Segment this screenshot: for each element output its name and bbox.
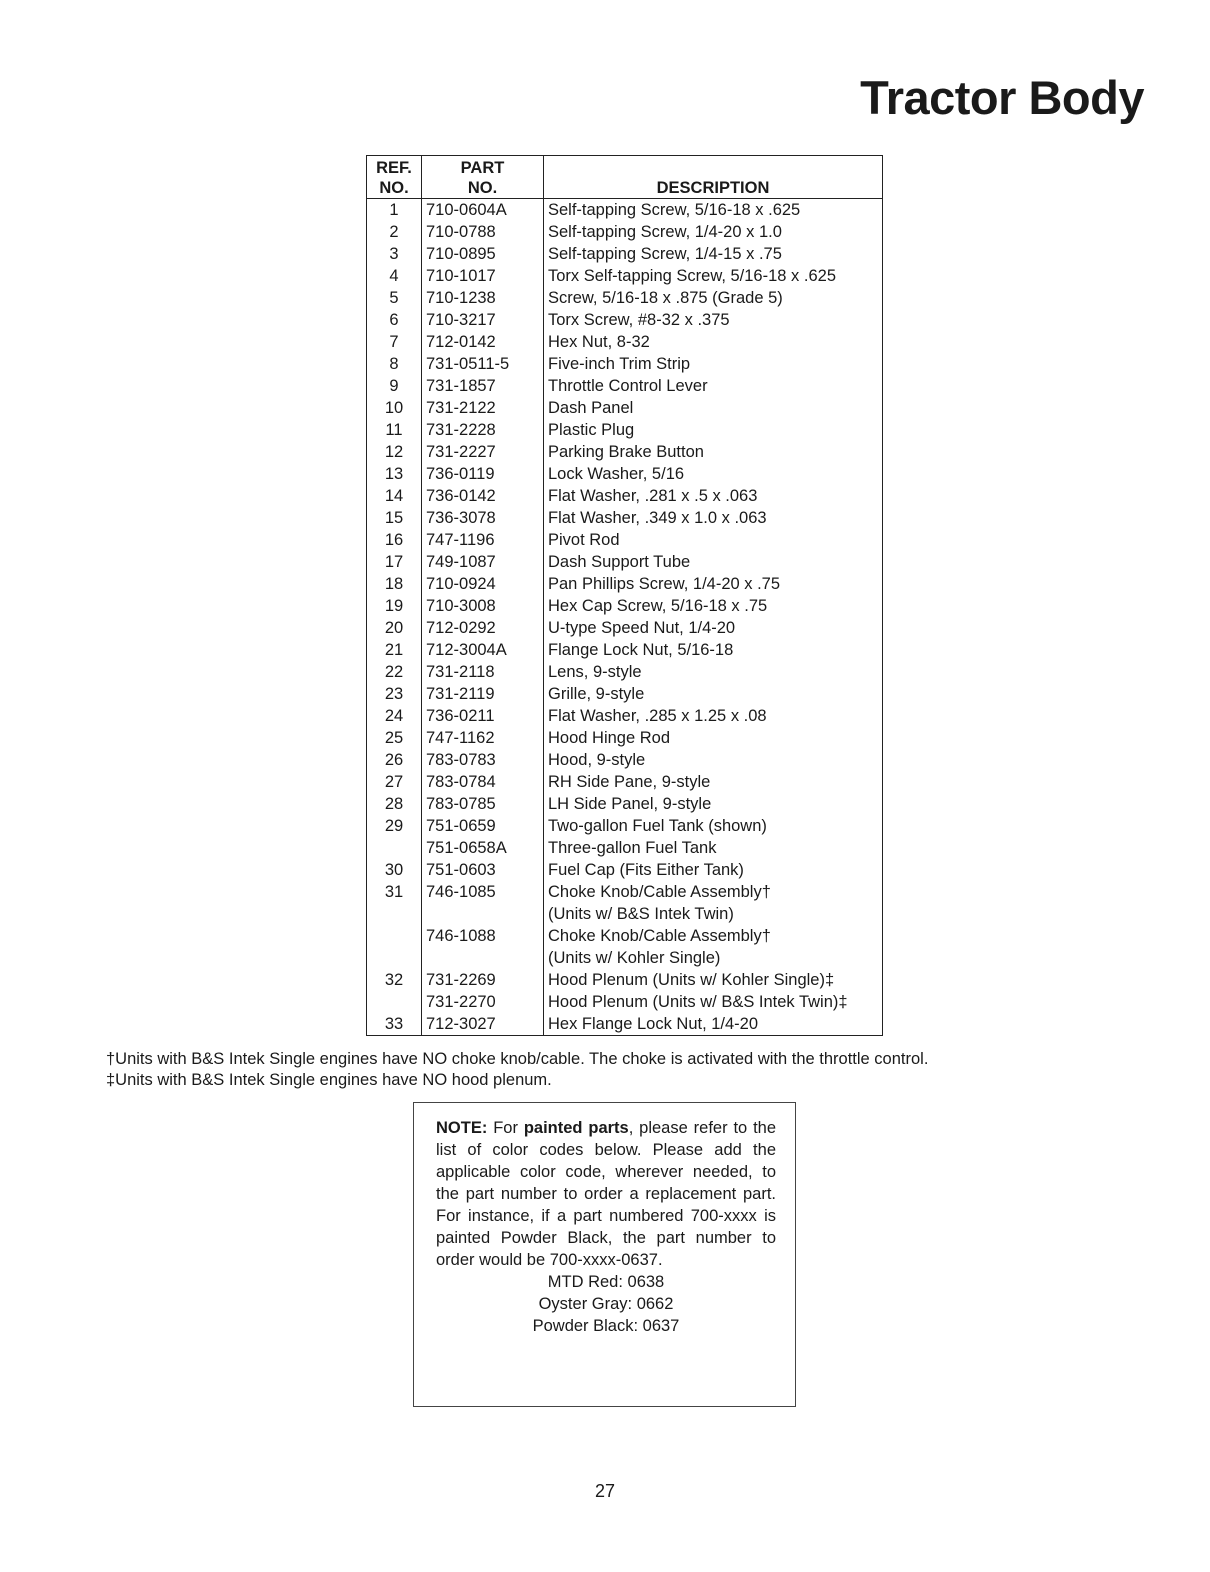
description-header: DESCRIPTION (544, 156, 883, 199)
ref-header-line1: REF. (376, 159, 412, 177)
table-row (367, 331, 883, 353)
part-no-cell (422, 903, 544, 925)
ref-no-cell: 30 (367, 859, 422, 881)
description-cell: Dash Panel (548, 399, 634, 417)
table-row (367, 529, 883, 551)
description-cell: Lock Washer, 5/16 (548, 465, 685, 483)
note-pre: For (487, 1119, 524, 1137)
ref-no-cell: 13 (367, 463, 422, 485)
part-no-cell: 710-1017 (422, 265, 544, 287)
ref-no-cell: 33 (367, 1013, 422, 1036)
ref-no-cell: 10 (367, 397, 422, 419)
ref-no-cell: 25 (367, 727, 422, 749)
part-no-cell: 783-0785 (422, 793, 544, 815)
description-cell: Dash Support Tube (548, 553, 691, 571)
footnote-dagger: †Units with B&S Intek Single engines have NO choke knob/cable. The choke is activated with the throttle control. (106, 1050, 929, 1068)
ref-no-cell: 12 (367, 441, 422, 463)
part-no-cell: 731-2227 (422, 441, 544, 463)
page-title: Tractor Body (860, 71, 1144, 124)
description-cell: Hex Cap Screw, 5/16-18 x .75 (548, 597, 768, 615)
description-cell: Hex Flange Lock Nut, 1/4-20 (548, 1015, 759, 1033)
table-row (367, 771, 883, 793)
description-cell: Flange Lock Nut, 5/16-18 (548, 641, 734, 659)
table-row (367, 705, 883, 727)
description-cell: U-type Speed Nut, 1/4-20 (548, 619, 736, 637)
table-row (367, 595, 883, 617)
part-no-cell: 731-2122 (422, 397, 544, 419)
part-no-header (422, 156, 544, 199)
table-row (367, 419, 883, 441)
table-row (367, 507, 883, 529)
table-row (367, 859, 883, 881)
ref-no-cell: 15 (367, 507, 422, 529)
table-row (367, 397, 883, 419)
table-row (367, 309, 883, 331)
footnotes (106, 1049, 928, 1091)
description-cell: Hex Nut, 8-32 (548, 333, 650, 351)
ref-no-cell: 2 (367, 221, 422, 243)
part-no-cell: 712-0142 (422, 331, 544, 353)
part-no-cell: 746-1085 (422, 881, 544, 903)
note-box (413, 1102, 796, 1407)
description-cell: Screw, 5/16-18 x .875 (Grade 5) (548, 289, 783, 307)
parts-table (366, 155, 883, 1036)
table-row (367, 221, 883, 243)
color-code-mtd-red: MTD Red: 0638 (547, 1273, 665, 1291)
table-row (367, 353, 883, 375)
table-row (367, 925, 883, 947)
description-cell: Self-tapping Screw, 1/4-20 x 1.0 (548, 223, 782, 241)
ref-no-cell: 26 (367, 749, 422, 771)
part-no-cell: 749-1087 (422, 551, 544, 573)
part-no-cell: 710-0924 (422, 573, 544, 595)
table-row (367, 727, 883, 749)
ref-no-cell: 19 (367, 595, 422, 617)
ref-no-cell: 9 (367, 375, 422, 397)
note-text (436, 1117, 776, 1271)
ref-no-cell (367, 925, 422, 947)
ref-no-cell (367, 991, 422, 1013)
description-cell: Five-inch Trim Strip (548, 355, 691, 373)
table-row (367, 287, 883, 309)
ref-no-cell (367, 837, 422, 859)
part-no-cell: 736-0211 (422, 705, 544, 727)
description-cell: Three-gallon Fuel Tank (548, 839, 717, 857)
description-cell: Flat Washer, .281 x .5 x .063 (548, 487, 758, 505)
description-cell: Hood Hinge Rod (548, 729, 670, 747)
table-row (367, 969, 883, 991)
part-header-line2: NO. (467, 179, 498, 197)
ref-no-cell: 22 (367, 661, 422, 683)
ref-no-cell: 17 (367, 551, 422, 573)
table-row (367, 243, 883, 265)
part-no-cell: 731-1857 (422, 375, 544, 397)
table-row (367, 463, 883, 485)
table-header (367, 156, 883, 199)
part-no-cell: 710-1238 (422, 287, 544, 309)
table-row (367, 815, 883, 837)
part-no-cell: 731-2228 (422, 419, 544, 441)
description-cell: Hood Plenum (Units w/ B&S Intek Twin)‡ (548, 993, 848, 1011)
table-row (367, 375, 883, 397)
description-cell: Pivot Rod (548, 531, 620, 549)
part-no-cell: 731-0511-5 (422, 353, 544, 375)
part-no-cell (422, 947, 544, 969)
description-cell: LH Side Panel, 9-style (548, 795, 712, 813)
description-cell: Hood Plenum (Units w/ Kohler Single)‡ (548, 971, 835, 989)
part-no-cell: 736-3078 (422, 507, 544, 529)
table-row (367, 485, 883, 507)
description-cell: Plastic Plug (548, 421, 635, 439)
ref-no-cell: 28 (367, 793, 422, 815)
ref-no-cell: 5 (367, 287, 422, 309)
ref-no-cell: 3 (367, 243, 422, 265)
description-cell: Pan Phillips Screw, 1/4-20 x .75 (548, 575, 781, 593)
part-no-cell: 710-3008 (422, 595, 544, 617)
ref-no-cell: 7 (367, 331, 422, 353)
description-cell: Choke Knob/Cable Assembly† (548, 927, 771, 945)
ref-no-cell: 11 (367, 419, 422, 441)
description-cell: Parking Brake Button (548, 443, 704, 461)
ref-no-cell: 4 (367, 265, 422, 287)
ref-no-cell: 21 (367, 639, 422, 661)
table-row (367, 1013, 883, 1036)
part-no-cell: 751-0659 (422, 815, 544, 837)
table-row (367, 573, 883, 595)
part-no-cell: 751-0603 (422, 859, 544, 881)
part-no-cell: 731-2269 (422, 969, 544, 991)
table-row (367, 991, 883, 1013)
table-row (367, 551, 883, 573)
footnote-double-dagger: ‡Units with B&S Intek Single engines have NO hood plenum. (106, 1071, 552, 1089)
part-no-cell: 751-0658A (422, 837, 544, 859)
part-no-cell: 783-0784 (422, 771, 544, 793)
color-code-powder-black: Powder Black: 0637 (532, 1317, 680, 1335)
part-no-cell: 736-0119 (422, 463, 544, 485)
table-row (367, 749, 883, 771)
ref-no-cell: 29 (367, 815, 422, 837)
ref-no-cell: 1 (367, 199, 422, 222)
description-cell: Torx Screw, #8-32 x .375 (548, 311, 730, 329)
ref-no-cell: 16 (367, 529, 422, 551)
table-body (367, 199, 883, 1036)
ref-no-cell: 14 (367, 485, 422, 507)
page-number: 27 (594, 1481, 616, 1501)
table-row (367, 947, 883, 969)
description-cell: Self-tapping Screw, 1/4-15 x .75 (548, 245, 782, 263)
ref-no-cell (367, 903, 422, 925)
part-no-cell: 710-0788 (422, 221, 544, 243)
part-no-cell: 710-0604A (422, 199, 544, 222)
note-emphasis: painted parts (523, 1119, 629, 1137)
part-no-cell: 746-1088 (422, 925, 544, 947)
ref-no-cell: 32 (367, 969, 422, 991)
part-no-cell: 710-0895 (422, 243, 544, 265)
description-cell: (Units w/ B&S Intek Twin) (548, 905, 734, 923)
description-cell: (Units w/ Kohler Single) (548, 949, 721, 967)
table-row (367, 683, 883, 705)
part-header-line1: PART (460, 159, 505, 177)
table-row (367, 903, 883, 925)
part-no-cell: 747-1196 (422, 529, 544, 551)
table-row (367, 793, 883, 815)
description-cell: Lens, 9-style (548, 663, 642, 681)
ref-no-header (367, 156, 422, 199)
description-cell: Flat Washer, .349 x 1.0 x .063 (548, 509, 767, 527)
table-row (367, 881, 883, 903)
note-body: , please refer to the list of color codes below. Please add the applicable color code, wherever needed, to the part number to order a replacement part. For instance, if a part numbered 700-xxxx is painted Powder Black, the part number to order would be 700-xxxx-0637. (436, 1119, 777, 1269)
table-row (367, 661, 883, 683)
part-no-cell: 736-0142 (422, 485, 544, 507)
table-row (367, 837, 883, 859)
part-no-cell: 712-0292 (422, 617, 544, 639)
description-cell: Two-gallon Fuel Tank (shown) (548, 817, 767, 835)
table-row (367, 639, 883, 661)
part-no-cell: 731-2119 (422, 683, 544, 705)
part-no-cell: 712-3027 (422, 1013, 544, 1036)
description-cell: Torx Self-tapping Screw, 5/16-18 x .625 (548, 267, 836, 285)
ref-no-cell: 20 (367, 617, 422, 639)
description-cell: Self-tapping Screw, 5/16-18 x .625 (548, 201, 801, 219)
ref-no-cell: 8 (367, 353, 422, 375)
description-cell: Hood, 9-style (548, 751, 646, 769)
ref-no-cell: 24 (367, 705, 422, 727)
ref-no-cell: 23 (367, 683, 422, 705)
description-cell: Fuel Cap (Fits Either Tank) (548, 861, 744, 879)
part-no-cell: 783-0783 (422, 749, 544, 771)
description-cell: Flat Washer, .285 x 1.25 x .08 (548, 707, 767, 725)
part-no-cell: 712-3004A (422, 639, 544, 661)
ref-no-cell: 18 (367, 573, 422, 595)
part-no-cell: 731-2118 (422, 661, 544, 683)
table-row (367, 441, 883, 463)
table-row (367, 265, 883, 287)
description-cell: RH Side Pane, 9-style (548, 773, 711, 791)
description-cell: Throttle Control Lever (548, 377, 708, 395)
color-code-oyster-gray: Oyster Gray: 0662 (538, 1295, 674, 1313)
ref-no-cell: 31 (367, 881, 422, 903)
ref-no-cell (367, 947, 422, 969)
part-no-cell: 731-2270 (422, 991, 544, 1013)
ref-no-cell: 27 (367, 771, 422, 793)
note-label: NOTE: (436, 1119, 488, 1137)
part-no-cell: 747-1162 (422, 727, 544, 749)
table-row (367, 617, 883, 639)
ref-header-line2: NO. (379, 179, 409, 197)
description-cell: Choke Knob/Cable Assembly† (548, 883, 771, 901)
part-no-cell: 710-3217 (422, 309, 544, 331)
ref-no-cell: 6 (367, 309, 422, 331)
table-row (367, 199, 883, 222)
description-cell: Grille, 9-style (548, 685, 645, 703)
